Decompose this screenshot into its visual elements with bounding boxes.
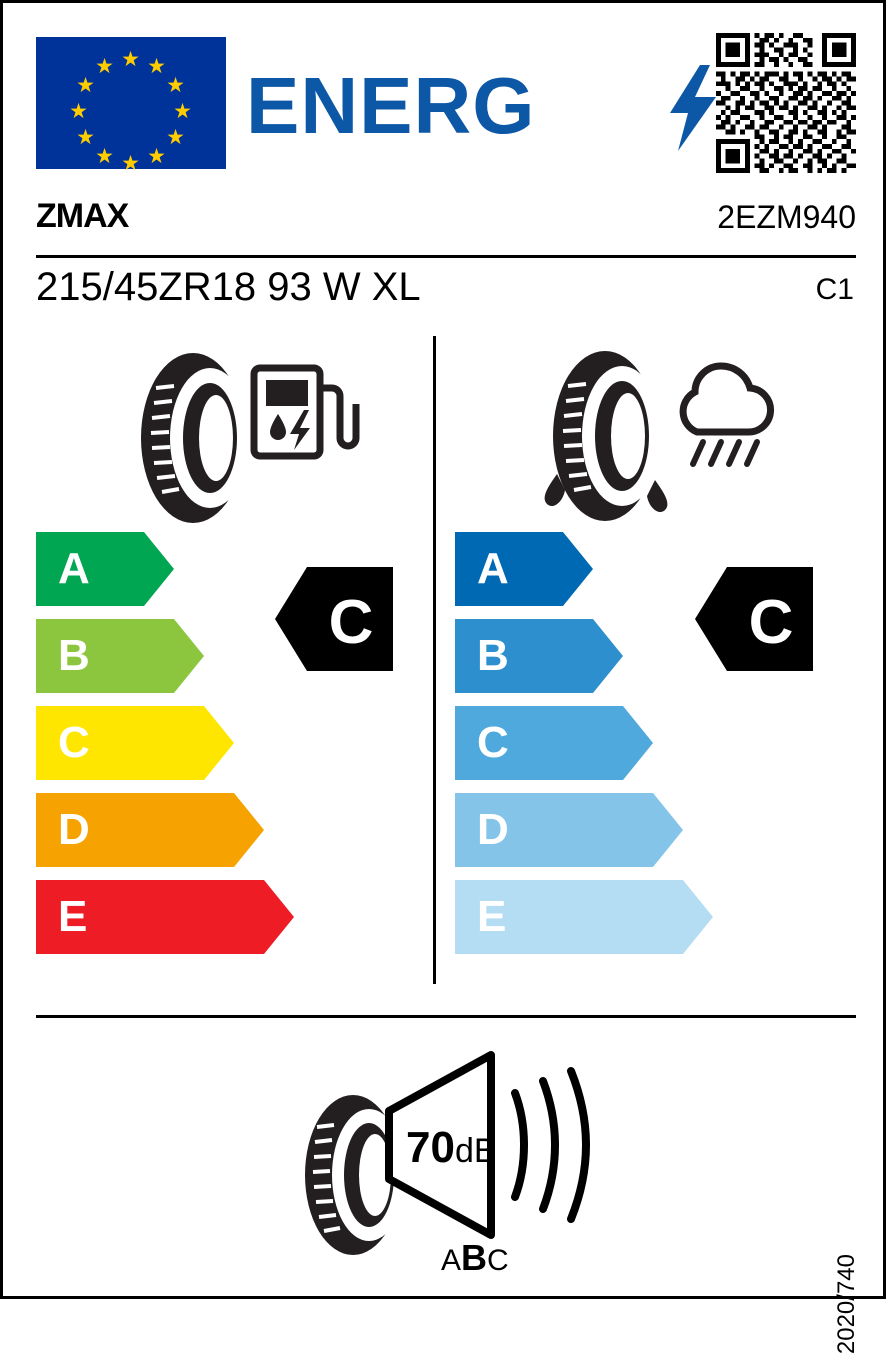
wet-grade-d	[455, 793, 855, 867]
fuel-rating-letter: C	[328, 588, 374, 657]
brand-row	[36, 193, 856, 253]
wet-grade-a-letter: A	[477, 544, 509, 593]
brand-name: ZMAX	[36, 197, 129, 235]
tyre-loudspeaker-icon	[291, 1045, 631, 1278]
tyre-fuel-pump-icon	[128, 348, 348, 528]
noise-class-b: B	[461, 1237, 488, 1278]
tyre-class: C1	[815, 273, 854, 306]
lightning-bolt-icon	[670, 65, 716, 151]
noise-value-group	[406, 1123, 497, 1173]
fuel-grade-e-letter: E	[58, 892, 88, 941]
noise-value: 70	[406, 1123, 455, 1172]
noise-class-c: C	[487, 1244, 509, 1277]
wet-rating-letter: C	[748, 588, 794, 657]
fuel-grade-a-shape	[36, 532, 174, 606]
energy-word: ENERG	[246, 61, 536, 150]
fuel-grade-d-letter: D	[58, 805, 90, 854]
product-sku: 2EZM940	[717, 199, 856, 235]
wet-grip-rating-arrow	[695, 567, 813, 671]
wet-grade-a-shape	[455, 532, 593, 606]
noise-class-scale	[441, 1237, 509, 1279]
wet-grade-e-letter: E	[477, 892, 507, 941]
wet-grade-b-letter: B	[477, 631, 509, 680]
fuel-grade-c-letter: C	[58, 718, 90, 767]
noise-section	[36, 1033, 856, 1278]
wet-grade-e	[455, 880, 855, 954]
noise-unit: dB	[454, 1132, 497, 1170]
noise-class-a: A	[441, 1244, 462, 1277]
wet-grade-c	[455, 706, 855, 780]
wet-grade-c-letter: C	[477, 718, 509, 767]
eu-flag-icon: ★ ★ ★ ★ ★ ★ ★ ★ ★ ★ ★ ★	[36, 37, 226, 169]
divider-above-noise	[36, 1015, 856, 1018]
tyre-size: 215/45ZR18 93 W XL	[36, 265, 421, 309]
label-header	[36, 33, 856, 173]
wet-grade-d-letter: D	[477, 805, 509, 854]
fuel-rating-arrow	[275, 567, 393, 671]
fuel-grade-e	[36, 880, 436, 954]
divider-under-brand	[36, 255, 856, 258]
fuel-grade-a-letter: A	[58, 544, 90, 593]
tyre-rain-cloud-icon	[533, 348, 783, 528]
tyre-size-row	[36, 265, 856, 321]
qr-code-icon	[716, 33, 856, 173]
fuel-grade-d	[36, 793, 436, 867]
energy-wordmark	[246, 61, 716, 151]
regulation-reference: 2020/740	[833, 1254, 860, 1354]
fuel-grade-c	[36, 706, 436, 780]
fuel-grade-b-letter: B	[58, 631, 90, 680]
